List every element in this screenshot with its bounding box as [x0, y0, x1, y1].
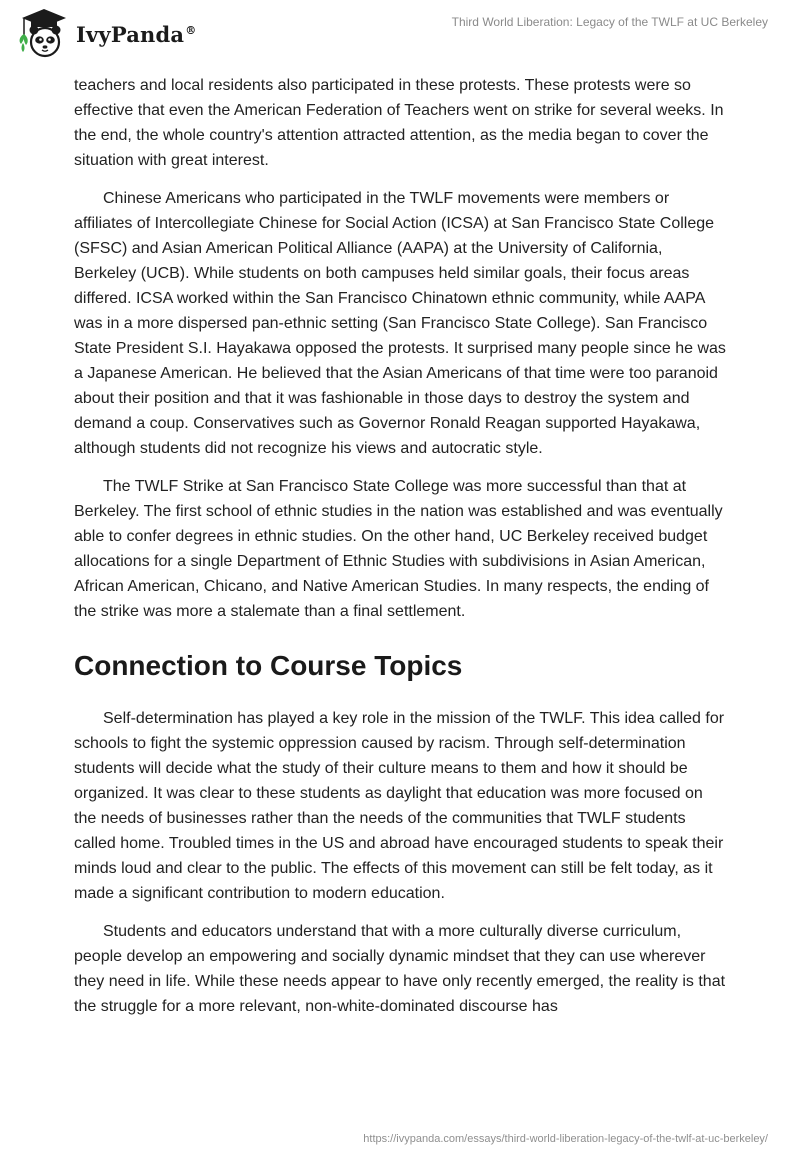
ivypanda-logo[interactable]	[14, 6, 196, 58]
paragraph: Chinese Americans who participated in the TWLF movements were members or affiliates of Intercollegiate Chinese for Social Action (ICSA) at San Francisco State College (SFSC) and Asian American Political Alliance (AAPA) at the University of California, Berkeley (UCB). While students on both campuses held similar goals, their focus areas differed. ICSA worked within the San Francisco Chinatown ethnic community, while AAPA was in a more dispersed pan-ethnic setting (San Francisco State College). San Francisco State President S.I. Hayakawa opposed the protests. It surprised many people since he was a Japanese American. He believed that the Asian Americans of that time were too paranoid about their position and that it was fashionable in those days to destroy the system and demand a coup. Conservatives such as Governor Ronald Reagan supported Hayakawa, although students did not recognize his views and autocratic style.	[74, 190, 726, 457]
paragraph: teachers and local residents also participated in these protests. These protests were so effective that even the American Federation of Teachers went on strike for several weeks. In the end, the whole country's attention attracted attention, as the media began to cover the situation with great interest.	[74, 77, 724, 169]
source-url[interactable]: https://ivypanda.com/essays/third-world-liberation-legacy-of-the-twlf-at-uc-berkeley/	[363, 1133, 768, 1145]
essay-body	[74, 73, 728, 1032]
section-heading: Connection to Course Topics	[74, 650, 463, 681]
paragraph: Students and educators understand that with a more culturally diverse curriculum, people develop an empowering and socially dynamic mindset that they can use wherever they need in life. While these needs appear to have only recently emerged, the reality is that the struggle for a more relevant, non-white-dominated discourse has	[74, 923, 726, 1015]
document-title: Third World Liberation: Legacy of the TWLF at UC Berkeley	[451, 15, 768, 29]
panda-graduate-icon	[14, 6, 70, 58]
paragraph: Self-determination has played a key role in the mission of the TWLF. This idea called for schools to fight the systemic oppression caused by racism. Through self-determination students will decide what the study of their culture means to them and how it should be organized. It was clear to these students as daylight that education was more focused on the needs of businesses rather than the needs of the communities that TWLF students called home. Troubled times in the US and abroad have encouraged students to speak their minds loud and clear to the public. The effects of this movement can still be felt today, as it made a significant contribution to modern education.	[74, 710, 725, 902]
brand-name: IvyPanda®	[76, 21, 197, 47]
paragraph: The TWLF Strike at San Francisco State College was more successful than that at Berkeley. The first school of ethnic studies in the nation was established and was eventually able to confer degrees in ethnic studies. On the other hand, UC Berkeley received budget allocations for a single Department of Ethnic Studies with subdivisions in Asian American, African American, Chicano, and Native American Studies. In many respects, the ending of the strike was more a stalemate than a final settlement.	[74, 478, 723, 620]
page-header	[0, 0, 800, 70]
